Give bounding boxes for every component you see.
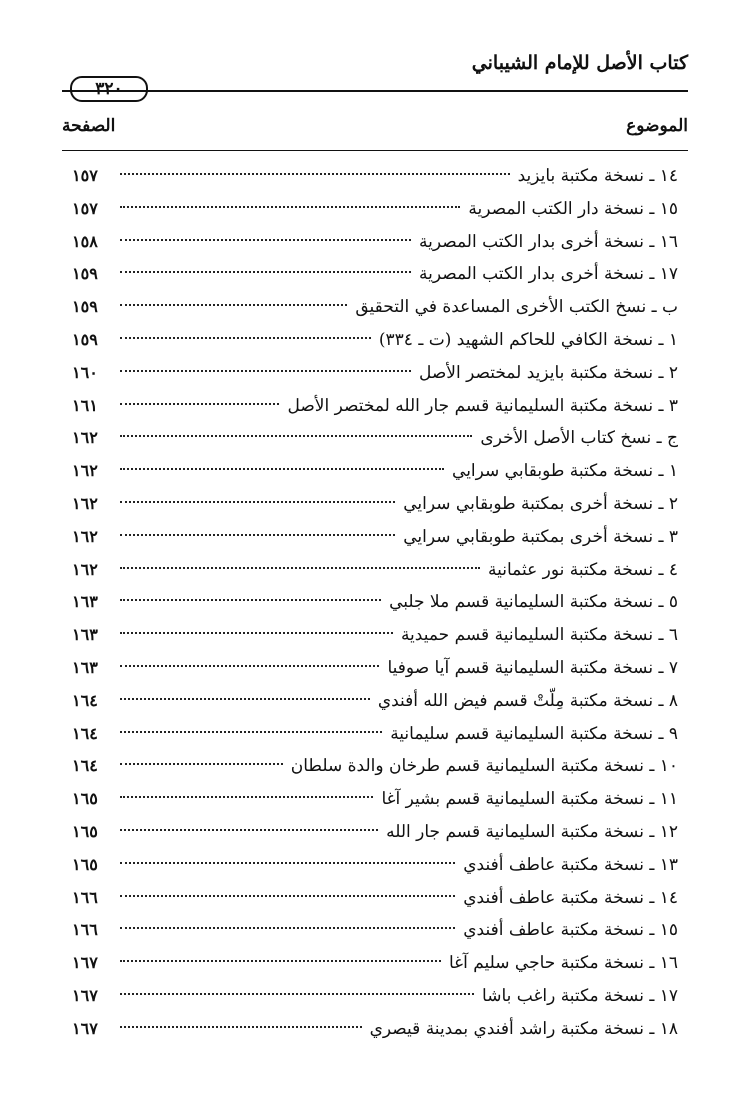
dot-leader	[120, 468, 444, 470]
toc-entry-title: ١١ ـ نسخة مكتبة السليمانية قسم بشير آغا	[381, 789, 678, 810]
toc-entry-title: ج ـ نسخ كتاب الأصل الأخرى	[480, 428, 678, 449]
toc-entry	[72, 685, 678, 718]
dot-leader	[120, 862, 455, 864]
dot-leader	[120, 337, 371, 339]
toc-entry-title: ١٦ ـ نسخة مكتبة حاجي سليم آغا	[449, 953, 678, 974]
toc-entry-title: ٢ ـ نسخة مكتبة بايزيد لمختصر الأصل	[418, 362, 678, 383]
dot-leader	[120, 763, 283, 765]
dot-leader	[120, 370, 411, 372]
toc-entry	[72, 521, 678, 554]
toc-entry-title: ١ ـ نسخة الكافي للحاكم الشهيد (ت ـ ٣٣٤)	[378, 329, 678, 350]
toc-entry-title: ب ـ نسخ الكتب الأخرى المساعدة في التحقيق	[355, 297, 678, 318]
toc-entry-page-number: ١٦٥	[72, 854, 98, 874]
toc-entry-page-number: ١٥٩	[72, 264, 98, 284]
toc-entry-page-number: ١٦٥	[72, 821, 98, 841]
dot-leader	[120, 271, 411, 273]
toc-entry-page-number: ١٦٤	[72, 723, 98, 743]
dot-leader	[120, 993, 474, 995]
dot-leader	[120, 435, 472, 437]
toc-entry-page-number: ١٦٦	[72, 920, 98, 940]
toc-entry	[72, 718, 678, 751]
column-heading-rule	[62, 150, 688, 151]
toc-entry	[72, 619, 678, 652]
toc-entry	[72, 488, 678, 521]
toc-entry-page-number: ١٦٦	[72, 887, 98, 907]
toc-entry	[72, 750, 678, 783]
toc-entry-title: ١٤ ـ نسخة مكتبة بايزيد	[517, 166, 678, 186]
toc-entry	[72, 291, 678, 324]
dot-leader	[120, 960, 441, 962]
toc-entry-title: ٩ ـ نسخة مكتبة السليمانية قسم سليمانية	[390, 723, 678, 744]
toc-entry-page-number: ١٥٩	[72, 297, 98, 317]
toc-entry-title: ٥ ـ نسخة مكتبة السليمانية قسم ملا جلبي	[389, 592, 678, 613]
page-number: ٣٢٠	[70, 76, 148, 102]
toc-entry	[72, 980, 678, 1013]
toc-entry-title: ١٧ ـ نسخة أخرى بدار الكتب المصرية	[419, 264, 678, 285]
column-headings	[62, 116, 688, 142]
toc-entry-title: ١٥ ـ نسخة دار الكتب المصرية	[468, 198, 678, 219]
toc-entry	[72, 947, 678, 980]
toc-entry-title: ١٦ ـ نسخة أخرى بدار الكتب المصرية	[419, 231, 678, 252]
toc-entry-page-number: ١٦٣	[72, 592, 98, 612]
toc-entry	[72, 324, 678, 357]
toc-entry-page-number: ١٦٥	[72, 789, 98, 809]
toc-entry-page-number: ١٦٧	[72, 953, 98, 973]
dot-leader	[120, 829, 378, 831]
toc-entry-title: ٣ ـ نسخة مكتبة السليمانية قسم جار الله لمختصر الأصل	[287, 395, 678, 416]
toc-entry-title: ١ ـ نسخة مكتبة طوبقابي سرايي	[452, 461, 678, 482]
dot-leader	[120, 1026, 362, 1028]
toc-entry	[72, 258, 678, 291]
dot-leader	[120, 239, 411, 241]
toc-entry-title: ١٥ ـ نسخة مكتبة عاطف أفندي	[463, 920, 678, 941]
toc-entry-title: ٤ ـ نسخة مكتبة نور عثمانية	[488, 559, 678, 580]
dot-leader	[120, 206, 460, 208]
toc-entry-title: ١٧ ـ نسخة مكتبة راغب باشا	[482, 985, 678, 1006]
toc-entry-page-number: ١٦٢	[72, 461, 98, 481]
toc-entry	[72, 882, 678, 915]
toc-entry-title: ١٣ ـ نسخة مكتبة عاطف أفندي	[463, 854, 678, 875]
toc-entry	[72, 160, 678, 193]
toc-entry-page-number: ١٦١	[72, 395, 98, 415]
dot-leader	[120, 895, 455, 897]
dot-leader	[120, 632, 393, 634]
toc-entry-page-number: ١٥٩	[72, 329, 98, 349]
dot-leader	[120, 501, 395, 503]
toc-entry	[72, 390, 678, 423]
toc-entry	[72, 586, 678, 619]
dot-leader	[120, 599, 381, 601]
toc-entry	[72, 816, 678, 849]
toc-entry-title: ٣ ـ نسخة أخرى بمكتبة طوبقابي سرايي	[403, 526, 678, 547]
toc-entry	[72, 554, 678, 587]
dot-leader	[120, 304, 347, 306]
toc-entry-title: ١٨ ـ نسخة مكتبة راشد أفندي بمدينة قيصري	[369, 1018, 678, 1039]
dot-leader	[120, 698, 370, 700]
toc-entry-page-number: ١٦٢	[72, 559, 98, 579]
dot-leader	[120, 534, 395, 536]
toc-entry-page-number: ١٦٧	[72, 1018, 98, 1038]
toc-entry-title: ١٠ ـ نسخة مكتبة السليمانية قسم طرخان والدة سلطان	[290, 756, 678, 777]
header-rule	[62, 90, 688, 92]
toc-entry	[72, 455, 678, 488]
toc-entry-page-number: ١٦٤	[72, 756, 98, 776]
dot-leader	[120, 403, 279, 405]
dot-leader	[120, 173, 510, 175]
toc-entry-page-number: ١٦٢	[72, 526, 98, 546]
dot-leader	[120, 731, 382, 733]
toc-entry	[72, 914, 678, 947]
toc-entry-page-number: ١٥٧	[72, 198, 98, 218]
toc-entry-page-number: ١٥٨	[72, 231, 98, 251]
toc-entry-title: ٧ ـ نسخة مكتبة السليمانية قسم آيا صوفيا	[387, 657, 678, 678]
toc-entry-page-number: ١٦٢	[72, 493, 98, 513]
toc-entry-title: ٢ ـ نسخة أخرى بمكتبة طوبقابي سرايي	[403, 493, 678, 514]
toc-entry-page-number: ١٦٤	[72, 690, 98, 710]
topic-column-heading: الموضوع	[626, 116, 688, 136]
dot-leader	[120, 796, 373, 798]
toc-entry-page-number: ١٦٧	[72, 985, 98, 1005]
toc-entry-title: ٨ ـ نسخة مكتبة مِلّتْ قسم فيض الله أفندي	[377, 690, 678, 711]
toc-entry	[72, 849, 678, 882]
toc-entry	[72, 1013, 678, 1046]
toc-entry	[72, 422, 678, 455]
dot-leader	[120, 567, 480, 569]
toc-entry-page-number: ١٦٢	[72, 428, 98, 448]
toc-entry	[72, 193, 678, 226]
toc-entry	[72, 226, 678, 259]
toc-entry-title: ١٤ ـ نسخة مكتبة عاطف أفندي	[463, 887, 678, 908]
dot-leader	[120, 927, 455, 929]
toc-entry-title: ٦ ـ نسخة مكتبة السليمانية قسم حميدية	[400, 625, 678, 646]
toc-entry	[72, 357, 678, 390]
toc-entry-page-number: ١٥٧	[72, 166, 98, 185]
toc-entry-title: ١٢ ـ نسخة مكتبة السليمانية قسم جار الله	[386, 821, 678, 842]
toc-entry-page-number: ١٦٠	[72, 362, 98, 382]
toc-entry	[72, 783, 678, 816]
toc-entry	[72, 652, 678, 685]
toc-entry-page-number: ١٦٣	[72, 625, 98, 645]
page-column-heading: الصفحة	[62, 116, 116, 136]
dot-leader	[120, 665, 379, 667]
toc-entry-page-number: ١٦٣	[72, 657, 98, 677]
book-title: كتاب الأصل للإمام الشيباني	[471, 52, 688, 74]
table-of-contents	[72, 160, 678, 1046]
